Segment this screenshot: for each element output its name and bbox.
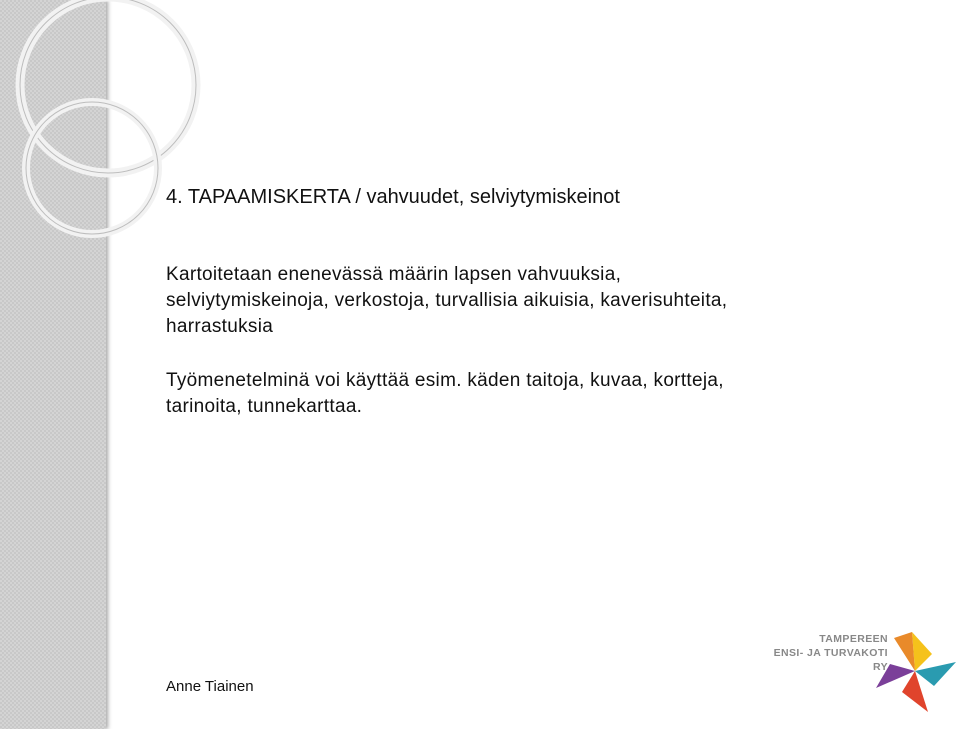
ring-large (20, 0, 196, 173)
logo-line-2: ENSI- JA TURVAKOTI RY (773, 647, 888, 673)
decorative-rings (0, 0, 130, 260)
slide-title: 4. TAPAAMISKERTA / vahvuudet, selviytymiskeinot (166, 186, 620, 208)
pinwheel-blade-yellow (912, 632, 932, 671)
author-name: Anne Tiainen (166, 678, 254, 695)
pinwheel-blade-orange (894, 632, 915, 671)
paragraph-methods: Työmenetelminä voi käyttää esim. käden taitoja, kuvaa, kortteja, tarinoita, tunnekarttaa. (166, 370, 724, 417)
paragraph-strengths: Kartoitetaan enenevässä määrin lapsen vahvuuksia, selviytymiskeinoja, verkostoja, turvallisia aikuisia, kaverisuhteita, harrastuksia (166, 264, 728, 337)
organization-logo-text (768, 632, 888, 674)
pinwheel-blade-teal (915, 662, 956, 686)
logo-line-1: TAMPEREEN (819, 633, 888, 645)
pinwheel-icon (872, 628, 958, 714)
